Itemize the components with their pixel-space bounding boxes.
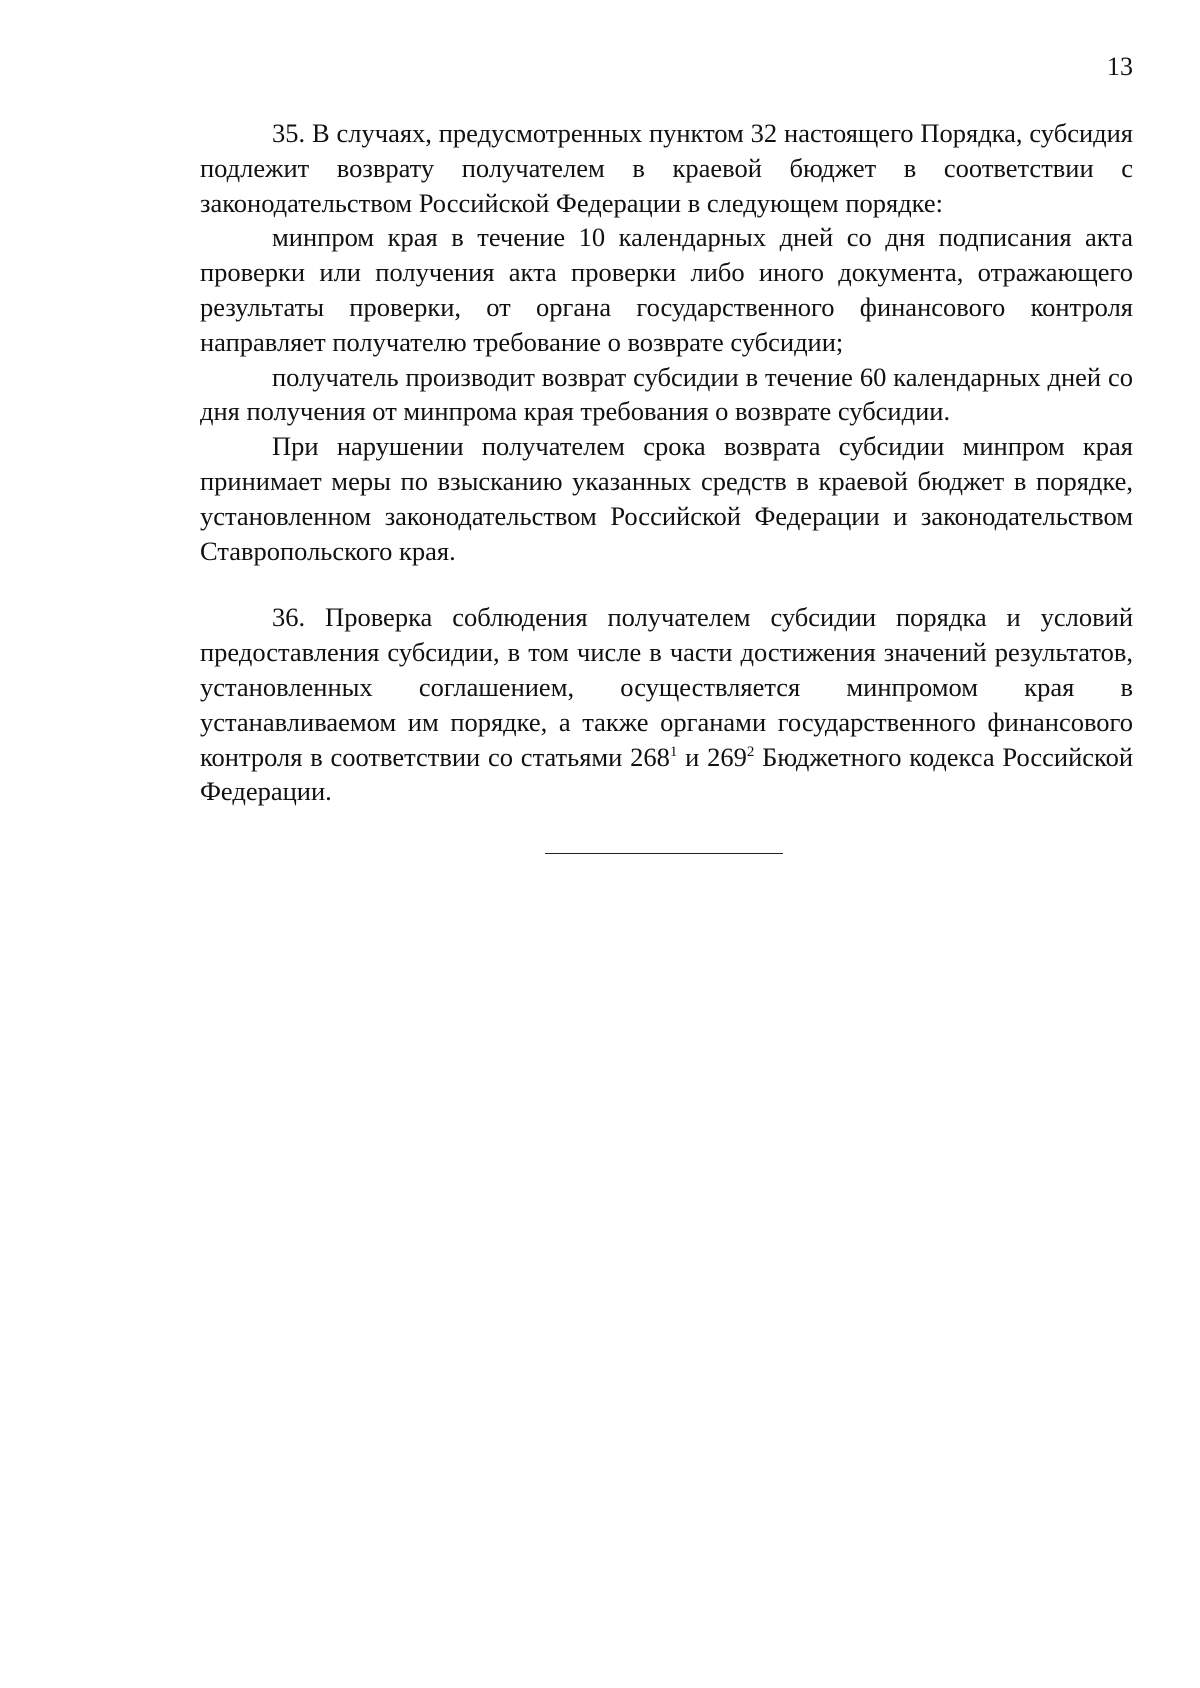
paragraph-36 bbox=[200, 600, 1133, 809]
paragraph-36-text-1: 36. Проверка соблюдения получателем субсидии порядка и условий предоставления субсидии, в том числе в части достижения значений результатов, установленных соглашением, осуществляется минпромом края в устанавливаемом им порядке, а также органами государственного финансового контроля в соответствии со статьями 268 bbox=[200, 602, 1133, 772]
paragraph-35-step-1: минпром края в течение 10 календарных дней со дня подписания акта проверки или получения акта проверки либо иного документа, отражающего результаты проверки, от органа государственного финансового контроля направляет получателю требование о возврате субсидии; bbox=[200, 222, 1133, 357]
page-number: 13 bbox=[1107, 52, 1133, 81]
document-body bbox=[200, 116, 1133, 809]
paragraph-36-text-2: и 269 bbox=[677, 741, 747, 772]
superscript-article-268: 1 bbox=[669, 743, 678, 760]
superscript-article-269: 2 bbox=[746, 743, 755, 760]
paragraph-35-step-2: получатель производит возврат субсидии в течение 60 календарных дней со дня получения от минпрома края требования о возврате субсидии. bbox=[200, 361, 1133, 427]
paragraph-35: 35. В случаях, предусмотренных пунктом 32 настоящего Порядка, субсидия подлежит возврату получателем в краевой бюджет в соответствии с законодательством Российской Федерации в следующем порядке: bbox=[200, 118, 1133, 218]
paragraph-35-enforcement: При нарушении получателем срока возврата субсидии минпром края принимает меры по взысканию указанных средств в краевой бюджет в порядке, установленном законодательством Российской Федерации и законодательством Ставропольского края. bbox=[200, 431, 1133, 566]
paragraph-36-text-3: Бюджетного кодекса Российской Федерации. bbox=[200, 741, 1133, 807]
end-separator-line bbox=[545, 853, 783, 854]
